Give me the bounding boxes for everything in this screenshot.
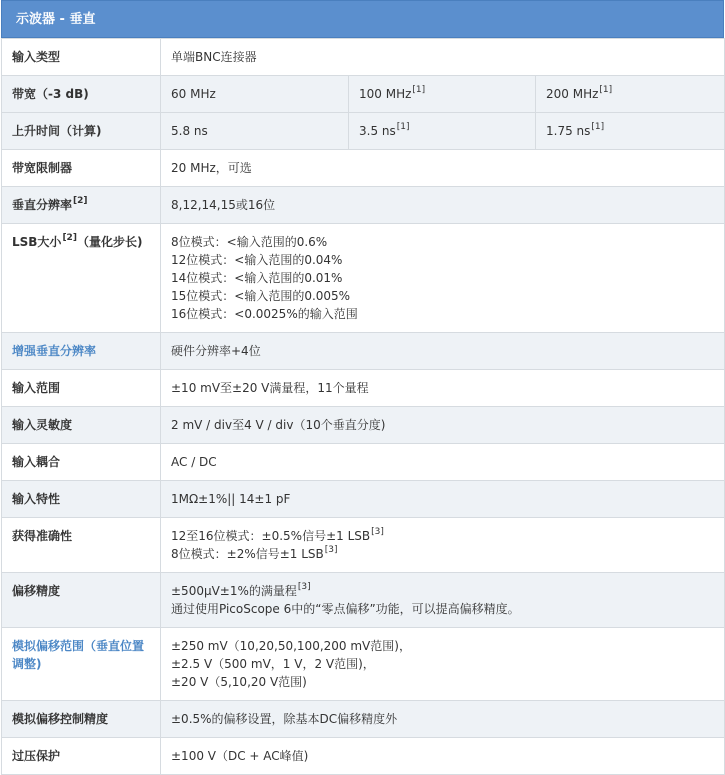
row-label: 输入特性 xyxy=(2,481,161,518)
value-text: 100 MHz xyxy=(359,87,412,101)
row-label: 偏移精度 xyxy=(2,573,161,628)
row-value: 单端BNC连接器 xyxy=(161,39,725,76)
table-row xyxy=(2,39,725,76)
value-line: 15位模式：<输入范围的0.005% xyxy=(171,289,351,303)
row-value xyxy=(161,224,725,333)
table-row xyxy=(2,701,725,738)
row-value xyxy=(161,518,725,573)
row-label: 输入类型 xyxy=(2,39,161,76)
row-value xyxy=(536,113,725,150)
row-label: 带宽限制器 xyxy=(2,150,161,187)
row-value: 2 mV / div至4 V / div（10个垂直分度) xyxy=(161,407,725,444)
table-row xyxy=(2,628,725,701)
row-value: ±0.5%的偏移设置，除基本DC偏移精度外 xyxy=(161,701,725,738)
row-label: 带宽（-3 dB) xyxy=(2,76,161,113)
table-row xyxy=(2,224,725,333)
table-row xyxy=(2,113,725,150)
value-line: ±250 mV（10,20,50,100,200 mV范围)， xyxy=(171,639,411,653)
footnote-ref[interactable]: [2] xyxy=(73,196,88,206)
value-line: 通过使用PicoScope 6中的“零点偏移”功能，可以提高偏移精度。 xyxy=(171,602,520,616)
value-text: 8位模式：±2%信号±1 LSB xyxy=(171,547,324,561)
row-label-link[interactable]: 模拟偏移范围（垂直位置调整) xyxy=(2,628,161,701)
table-row xyxy=(2,76,725,113)
row-value: 20 MHz，可选 xyxy=(161,150,725,187)
row-label: 获得准确性 xyxy=(2,518,161,573)
value-text: 1.75 ns xyxy=(546,124,591,138)
value-line: ±2.5 V（500 mV，1 V，2 V范围)， xyxy=(171,657,375,671)
row-value: 1MΩ±1%|| 14±1 pF xyxy=(161,481,725,518)
table-row xyxy=(2,187,725,224)
table-row xyxy=(2,150,725,187)
footnote-ref[interactable]: [1] xyxy=(396,122,410,132)
row-label xyxy=(2,224,161,333)
spec-table xyxy=(1,38,725,775)
value-text: 12至16位模式：±0.5%信号±1 LSB xyxy=(171,529,371,543)
table-row xyxy=(2,370,725,407)
table-row xyxy=(2,738,725,775)
row-value: ±10 mV至±20 V满量程，11个量程 xyxy=(161,370,725,407)
row-label: 过压保护 xyxy=(2,738,161,775)
value-line: ±20 V（5,10,20 V范围) xyxy=(171,675,307,689)
section-header: 示波器 - 垂直 xyxy=(1,0,724,38)
footnote-ref[interactable]: [1] xyxy=(599,85,613,95)
value-line: 12位模式：<输入范围的0.04% xyxy=(171,253,343,267)
row-value: 8,12,14,15或16位 xyxy=(161,187,725,224)
row-value xyxy=(161,628,725,701)
footnote-ref[interactable]: [1] xyxy=(591,122,605,132)
row-value: 60 MHz xyxy=(161,76,349,113)
table-row xyxy=(2,573,725,628)
value-text: 3.5 ns xyxy=(359,124,396,138)
label-text: 垂直分辨率 xyxy=(12,198,73,212)
value-line: 8位模式：<输入范围的0.6% xyxy=(171,235,328,249)
value-line: 16位模式：<0.0025%的输入范围 xyxy=(171,307,358,321)
value-line xyxy=(171,582,714,600)
table-row xyxy=(2,444,725,481)
row-label: 上升时间（计算) xyxy=(2,113,161,150)
row-value: ±100 V（DC + AC峰值) xyxy=(161,738,725,775)
row-label: 输入耦合 xyxy=(2,444,161,481)
row-value xyxy=(349,113,536,150)
row-label xyxy=(2,187,161,224)
label-text: （量化步长) xyxy=(76,235,143,249)
footnote-ref[interactable]: [2] xyxy=(62,233,77,243)
value-line: 14位模式：<输入范围的0.01% xyxy=(171,271,343,285)
table-row xyxy=(2,481,725,518)
table-row xyxy=(2,518,725,573)
value-text: ±500μV±1%的满量程 xyxy=(171,584,297,598)
row-label: 输入范围 xyxy=(2,370,161,407)
footnote-ref[interactable]: [1] xyxy=(412,85,426,95)
table-row xyxy=(2,333,725,370)
row-value xyxy=(161,573,725,628)
row-value: 硬件分辨率+4位 xyxy=(161,333,725,370)
footnote-ref[interactable]: [3] xyxy=(371,527,384,537)
row-label-link[interactable]: 增强垂直分辨率 xyxy=(2,333,161,370)
value-text: 200 MHz xyxy=(546,87,599,101)
footnote-ref[interactable]: [3] xyxy=(297,582,311,592)
footnote-ref[interactable]: [3] xyxy=(324,545,338,555)
row-value: AC / DC xyxy=(161,444,725,481)
row-value xyxy=(349,76,536,113)
row-value xyxy=(536,76,725,113)
spec-panel xyxy=(1,0,724,775)
row-label: 模拟偏移控制精度 xyxy=(2,701,161,738)
row-value: 5.8 ns xyxy=(161,113,349,150)
row-label: 输入灵敏度 xyxy=(2,407,161,444)
table-row xyxy=(2,407,725,444)
label-text: LSB大小 xyxy=(12,235,62,249)
value-line xyxy=(171,527,714,545)
value-line xyxy=(171,545,714,563)
